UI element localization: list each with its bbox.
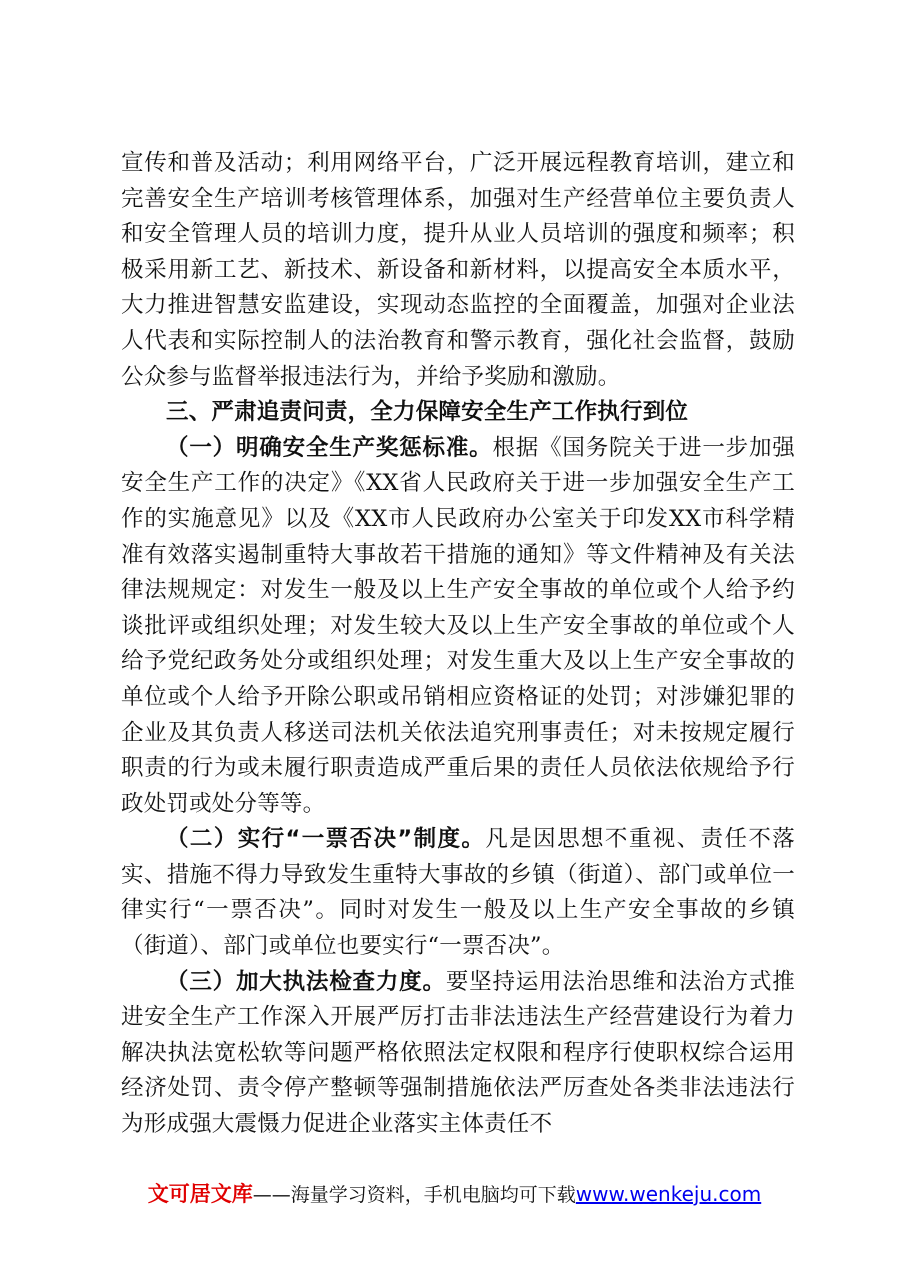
- footer-brand: 文可居文库: [147, 1182, 253, 1206]
- item-lead-2: （二）实行“一票否决”制度。: [166, 826, 486, 853]
- intro-paragraph: 宣传和普及活动；利用网络平台，广泛开展远程教育培训，建立和完善安全生产培训考核管理体系，加强对生产经营单位主要负责人和安全管理人员的培训力度，提升从业人员培训的强度和频率；积极采用新工艺、新技术、新设备和新材料，以提高安全本质水平，大力推进智慧安监建设，实现动态监控的全面覆盖，加强对企业法人代表和实际控制人的法治教育和警示教育，强化社会监督，鼓励公众参与监督举报违法行为，并给予奖励和激励。: [121, 150, 795, 390]
- footer-slogan: ——海量学习资料，手机电脑均可下载: [252, 1184, 576, 1206]
- document-page: [121, 146, 795, 1143]
- item-lead-1: （一）明确安全生产奖惩标准。: [166, 434, 493, 461]
- section-heading: 三、严肃追责问责，全力保障安全生产工作执行到位: [166, 399, 689, 426]
- item-lead-3: （三）加大执法检查力度。: [166, 968, 446, 995]
- footer-url-link[interactable]: www.wenkeju.com: [575, 1182, 762, 1206]
- item-paragraph-1: [121, 431, 795, 823]
- watermark-footer: [0, 1180, 909, 1209]
- item-paragraph-2: [121, 822, 795, 964]
- item-body-1: 根据《国务院关于进一步加强安全生产工作的决定》《XX省人民政府关于进一步加强安全生产工作的实施意见》以及《XX市人民政府办公室关于印发XX市科学精准有效落实遏制重特大事故若干措施的通知》等文件精神及有关法律法规规定：对发生一般及以上生产安全事故的单位或个人给予约谈批评或组织处理；对发生较大及以上生产安全事故的单位或个人给予党纪政务处分或组织处理；对发生重大及以上生产安全事故的单位或个人给予开除公职或吊销相应资格证的处罚；对涉嫌犯罪的企业及其负责人移送司法机关依法追究刑事责任；对未按规定履行职责的行为或未履行职责造成严重后果的责任人员依法依规给予行政处罚或处分等等。: [121, 434, 795, 817]
- item-paragraph-3: [121, 965, 795, 1143]
- item-body-2: 凡是因思想不重视、责任不落实、措施不得力导致发生重特大事故的乡镇（街道）、部门或单位一律实行“一票否决”。同时对发生一般及以上生产安全事故的乡镇（街道）、部门或单位也要实行“一票否决”。: [121, 826, 795, 960]
- item-body-3: 要坚持运用法治思维和法治方式推进安全生产工作深入开展严厉打击非法违法生产经营建设行为着力解决执法宽松软等问题严格依照法定权限和程序行使职权综合运用经济处罚、责令停产整顿等强制措施依法严厉查处各类非法违法行为形成强大震慑力促进企业落实主体责任不: [121, 968, 795, 1138]
